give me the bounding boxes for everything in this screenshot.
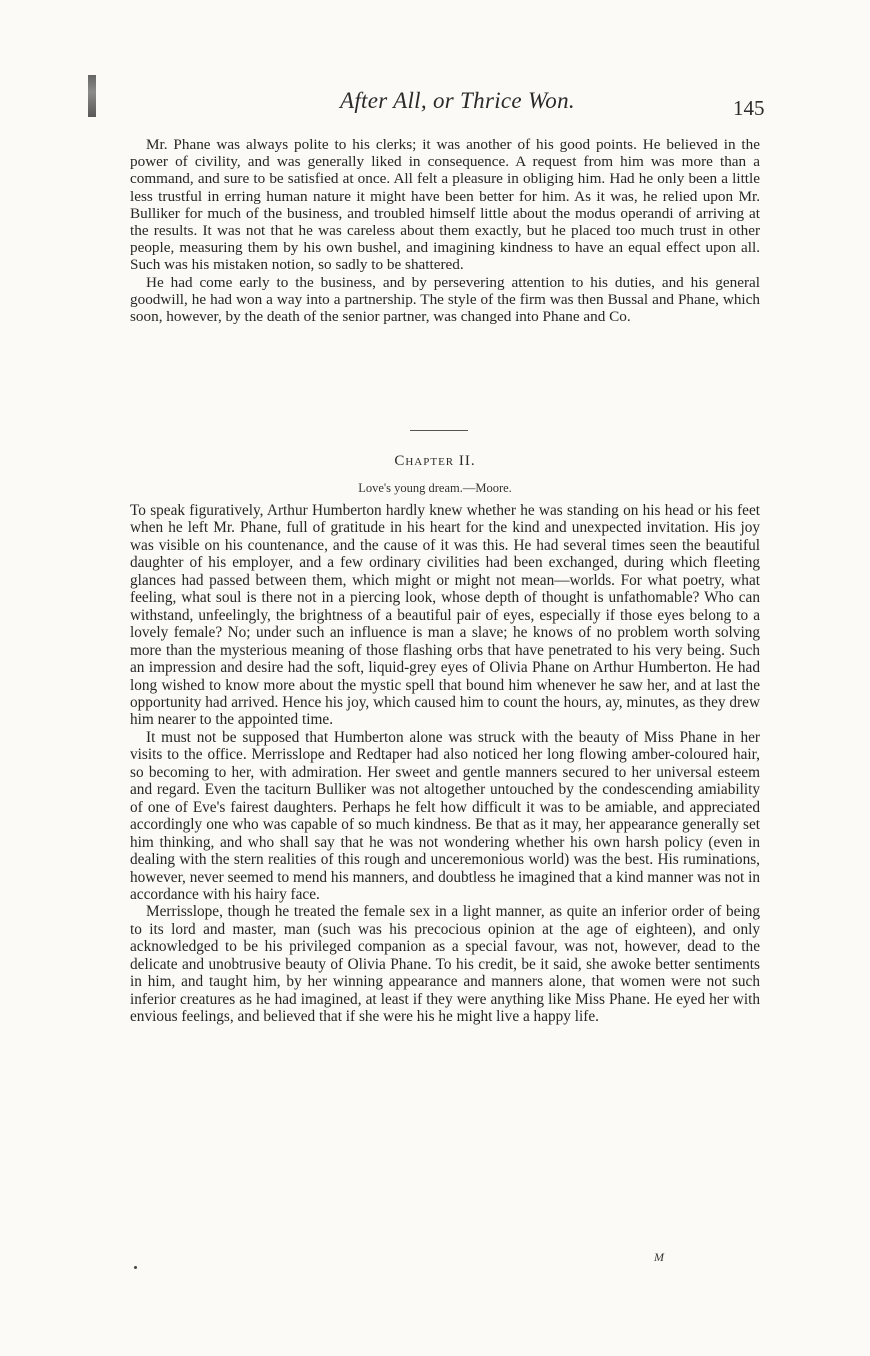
- binding-mark: [88, 75, 96, 117]
- signature-mark: M: [654, 1250, 664, 1264]
- paragraph: He had come early to the business, and by persevering attention to his duties, and his general goodwill, he had won a way into a partnership. The style of the firm was then Bussal and Phane, which soon, however, by the death of the senior partner, was changed into Phane and Co.: [130, 273, 760, 326]
- paragraph: To speak figuratively, Arthur Humberton hardly knew whether he was standing on his head or his feet when he left Mr. Phane, full of gratitude in his heart for the kind and unexpected invitation. His joy was visible on his countenance, and the cause of it was this. He had several times seen the beautiful daughter of his employer, and a few ordinary civilities had been exchanged, during which fleeting glances had passed between them, which might or might not mean—worlds. For what poetry, what feeling, what soul is there not in a piercing look, whose depth of thought is unfathomable? Who can withstand, unfeelingly, the brightness of a beautiful pair of eyes, especially if those eyes belong to a lovely female? No; under such an influence is man a slave; he knows of no problem worth solving more than the mysterious meaning of those flashing orbs that have penetrated to his very being. Such an impression and desire had the soft, liquid-grey eyes of Olivia Phane on Arthur Humberton. He had long wished to know more about the mystic spell that bound him whenever he saw her, and at last the opportunity had arrived. Hence his joy, which caused him to count the hours, ay, minutes, as they drew him nearer to the appointed time.: [130, 502, 760, 729]
- chapter-epigraph: Love's young dream.—Moore.: [358, 481, 512, 495]
- section-divider: [410, 430, 468, 431]
- running-head: After All, or Thrice Won.: [340, 88, 575, 113]
- paragraph: Merrisslope, though he treated the female sex in a light manner, as quite an inferior order of being to its lord and master, man (such was his precocious opinion at the age of eighteen), and only acknowledged to be his privileged companion as a special favour, was not, however, dead to the delicate and unobtrusive beauty of Olivia Phane. To his credit, be it said, she awoke better sentiments in him, and taught him, by her winning appearance and manners alone, that women were not such inferior creatures as he had imagined, at least if they were anything like Miss Phane. He eyed her with envious feelings, and believed that if she were his he might live a happy life.: [130, 903, 760, 1026]
- paragraph: It must not be supposed that Humberton alone was struck with the beauty of Miss Phane in her visits to the office. Merrisslope and Redtaper had also noticed her long flowing amber-coloured hair, so becoming to her, with admiration. Her sweet and gentle manners secured to her universal esteem and regard. Even the taciturn Bulliker was not altogether untouched by the condescending amiability of one of Eve's fairest daughters. Perhaps he felt how difficult it was to be amiable, and appreciated accordingly one who was capable of so much kindness. Be that as it may, her appearance generally set him thinking, and who shall say that he was not wondering whether his own harsh policy (even in dealing with the stern realities of this rough and unceremonious world) was the best. His ruminations, however, never seemed to mend his manners, and doubtless he imagined that a kind manner was not in accordance with his hairy face.: [130, 728, 760, 903]
- paragraph: Mr. Phane was always polite to his clerks; it was another of his good points. He believed in the power of civility, and was generally liked in consequence. A request from him was more than a command, and sure to be satisfied at once. All felt a pleasure in obliging him. Had he only been a little less trustful in erring human nature it might have been better for him. As it was, he relied upon Mr. Bulliker for much of the business, and troubled himself little about the modus operandi of arriving at the results. It was not that he was careless about them exactly, but he placed too much trust in other people, measuring them by his own bushel, and imagining kindness to have an equal effect upon all. Such was his mistaken notion, so sadly to be shattered.: [130, 136, 760, 274]
- text-block-main: [130, 502, 760, 1026]
- print-speck: [134, 1266, 137, 1269]
- text-block-top: [130, 136, 760, 325]
- page-number: 145: [733, 96, 765, 120]
- chapter-title: Chapter II.: [394, 453, 476, 469]
